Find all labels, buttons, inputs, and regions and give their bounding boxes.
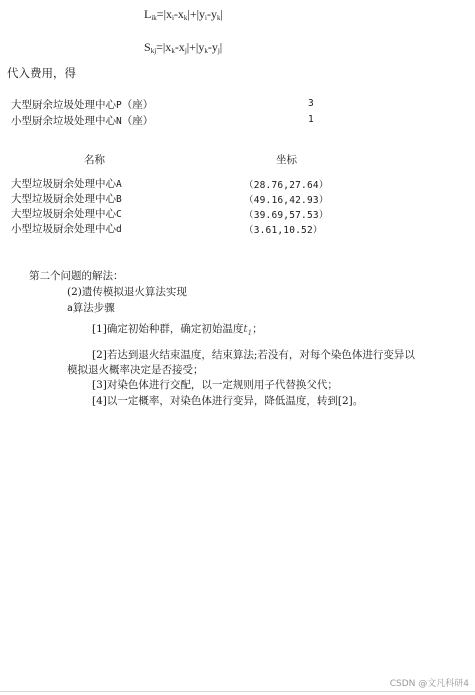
formula-s-part: | bbox=[219, 40, 223, 54]
row-coord: （3.61,10.52） bbox=[244, 225, 323, 236]
result-label: 大型厨余垃圾处理中心 bbox=[11, 99, 116, 111]
section-heading: 第二个问题的解法： bbox=[29, 270, 124, 282]
result-row-large bbox=[11, 97, 153, 112]
row-name: 大型垃圾厨余处理中心 bbox=[11, 208, 116, 220]
formula-l-part: | bbox=[220, 7, 223, 21]
step-1 bbox=[92, 321, 263, 337]
formula-s-part: =|x bbox=[156, 40, 172, 54]
formula-l-sub: i bbox=[205, 14, 207, 22]
step-3: [3]对染色体进行交配，以一定规则用子代替换父代； bbox=[92, 379, 338, 391]
formula-l-sub: k bbox=[216, 14, 221, 22]
row-name: 大型垃圾厨余处理中心 bbox=[11, 193, 116, 205]
result-value-large: 3 bbox=[308, 98, 314, 109]
result-var: P bbox=[116, 100, 122, 111]
table-row bbox=[11, 206, 122, 221]
table-header-coord: 坐标 bbox=[276, 154, 297, 166]
formula-s-sub: kj bbox=[150, 47, 157, 55]
result-unit: （座） bbox=[121, 115, 154, 127]
formula-s-part: -x bbox=[174, 40, 185, 54]
formula-l-part: =|x bbox=[156, 7, 172, 21]
formula-l-sub: ik bbox=[151, 14, 157, 22]
step-2-line2: 模拟退火概率决定是否接受； bbox=[67, 364, 204, 376]
table-header-name: 名称 bbox=[84, 154, 105, 166]
formula-s-part: |+|y bbox=[186, 40, 205, 54]
intro-text: 代入费用，得 bbox=[7, 66, 76, 80]
formula-s-sub: j bbox=[184, 47, 187, 55]
formula-l-part: |+|y bbox=[187, 7, 205, 21]
watermark: CSDN @文凡科研4 bbox=[389, 679, 469, 689]
row-name: 大型垃圾厨余处理中心 bbox=[11, 178, 116, 190]
row-letter: C bbox=[116, 209, 122, 220]
row-letter: A bbox=[116, 179, 122, 190]
steps-title-prefix: a bbox=[67, 303, 73, 314]
formula-s-sub: k bbox=[204, 47, 208, 55]
result-var: N bbox=[116, 116, 122, 127]
row-name: 小型垃圾厨余处理中心 bbox=[11, 223, 116, 235]
step-1-var: t bbox=[243, 323, 248, 335]
step-1-end: ； bbox=[252, 323, 263, 335]
formula-l-part: -y bbox=[206, 7, 217, 21]
step-1-text: [1]确定初始种群，确定初始温度 bbox=[92, 323, 244, 335]
formula-s-sub: k bbox=[171, 47, 175, 55]
formula-l-base: L bbox=[144, 7, 152, 21]
result-label: 小型厨余垃圾处理中心 bbox=[11, 115, 116, 127]
formula-l-sub: k bbox=[183, 14, 188, 22]
row-coord: （49.16,42.93） bbox=[244, 195, 329, 206]
result-row-small bbox=[11, 113, 153, 128]
step-4: [4]以一定概率，对染色体进行变异，降低温度，转到[2]。 bbox=[92, 395, 364, 407]
result-unit: （座） bbox=[121, 99, 154, 111]
table-row bbox=[11, 191, 122, 206]
row-letter: B bbox=[116, 194, 122, 205]
row-coord: （39.69,57.53） bbox=[244, 210, 329, 221]
formula-l bbox=[144, 7, 223, 22]
formula-s-part: -y bbox=[207, 40, 218, 54]
formula-l-part: -x bbox=[173, 7, 184, 21]
step-1-sub: 1 bbox=[247, 329, 253, 338]
steps-title bbox=[67, 300, 115, 315]
formula-s bbox=[144, 40, 222, 55]
steps-title-text: 算法步骤 bbox=[72, 302, 115, 314]
row-coord: （28.76,27.64） bbox=[244, 180, 329, 191]
step-2-line1: [2]若达到退火结束温度，结束算法;若没有，对每个染色体进行变异以 bbox=[92, 349, 415, 361]
formula-l-sub: i bbox=[171, 14, 174, 22]
formula-s-base: S bbox=[144, 40, 151, 54]
row-letter: d bbox=[116, 224, 122, 235]
formula-s-sub: j bbox=[217, 47, 220, 55]
table-row bbox=[11, 176, 122, 191]
section-subheading: (2)遗传模拟退火算法实现 bbox=[67, 286, 187, 298]
result-value-small: 1 bbox=[308, 114, 314, 125]
table-row bbox=[11, 221, 122, 236]
